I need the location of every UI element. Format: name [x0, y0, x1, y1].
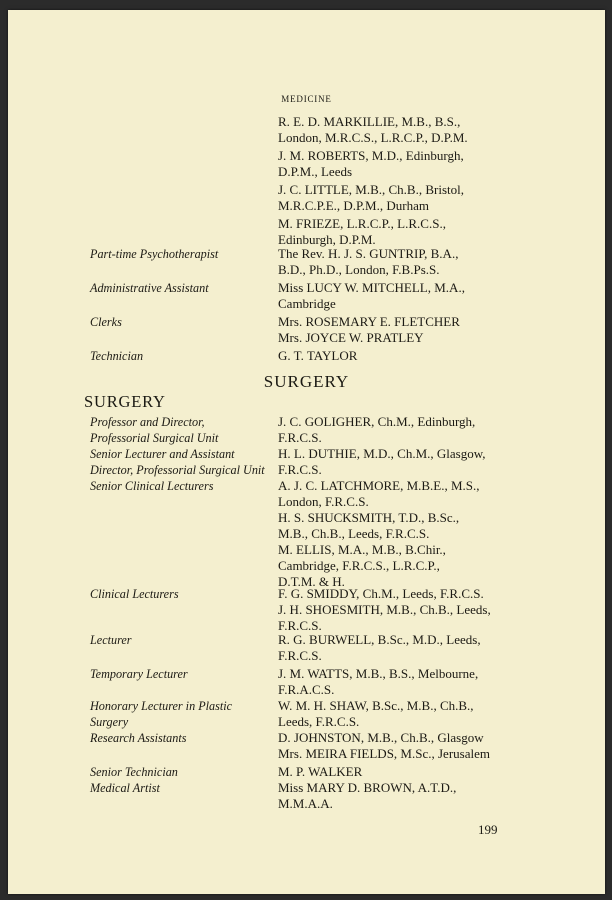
staff-entry-shucksmith: H. S. SHUCKSMITH, T.D., B.Sc., M.B., Ch.B., Leeds, F.R.C.S.: [278, 510, 460, 541]
staff-entry-walker: M. P. WALKER: [278, 764, 363, 779]
staff-entry-research-assistants: D. JOHNSTON, M.B., Ch.B., Glasgow Mrs. MEIRA FIELDS, M.Sc., Jerusalem: [278, 730, 490, 761]
role-label-psychotherapist: Part-time Psychotherapist: [90, 247, 219, 261]
role-label-clinical-lecturers: Clinical Lecturers: [90, 587, 179, 601]
staff-entry-mitchell: Miss LUCY W. MITCHELL, M.A., Cambridge: [278, 280, 465, 311]
role-label-temporary-lecturer: Temporary Lecturer: [90, 667, 188, 681]
staff-entry-brown: Miss MARY D. BROWN, A.T.D., M.M.A.A.: [278, 780, 457, 811]
staff-entry-duthie: H. L. DUTHIE, M.D., Ch.M., Glasgow, F.R.C.S.: [278, 446, 486, 477]
role-label-senior-clinical-lecturers: Senior Clinical Lecturers: [90, 479, 214, 493]
staff-entry-latchmore: A. J. C. LATCHMORE, M.B.E., M.S., London, F.R.C.S.: [278, 478, 480, 509]
role-label-research-assistants: Research Assistants: [90, 731, 187, 745]
staff-entry-shaw: W. M. H. SHAW, B.Sc., M.B., Ch.B., Leeds, F.R.C.S.: [278, 698, 474, 729]
section-heading-center: SURGERY: [263, 372, 350, 391]
role-label-lecturer: Lecturer: [90, 633, 132, 647]
role-label-honorary-lecturer: Honorary Lecturer in Plastic Surgery: [90, 699, 233, 729]
staff-entry-little: J. C. LITTLE, M.B., Ch.B., Bristol, M.R.C.P.E., D.P.M., Durham: [278, 182, 464, 213]
role-label-clerks: Clerks: [90, 315, 122, 329]
staff-entry-taylor: G. T. TAYLOR: [278, 348, 358, 363]
page-number: 199: [478, 822, 498, 837]
staff-entry-markillie: R. E. D. MARKILLIE, M.B., B.S., London, M.R.C.S., L.R.C.P., D.P.M.: [278, 114, 468, 145]
role-label-senior-technician: Senior Technician: [90, 765, 178, 779]
role-label-admin-assistant: Administrative Assistant: [90, 281, 209, 295]
staff-entry-goligher: J. C. GOLIGHER, Ch.M., Edinburgh, F.R.C.S.: [278, 414, 476, 445]
role-label-professor: Professor and Director, Professorial Surgical Unit: [90, 415, 219, 445]
staff-entry-clerks: Mrs. ROSEMARY E. FLETCHER Mrs. JOYCE W. PRATLEY: [278, 314, 460, 345]
staff-entry-ellis: M. ELLIS, M.A., M.B., B.Chir., Cambridge, F.R.C.S., L.R.C.P., D.T.M. & H.: [278, 542, 446, 589]
running-head: MEDICINE: [281, 94, 332, 104]
section-heading-left: SURGERY: [84, 392, 166, 411]
staff-entry-burwell: R. G. BURWELL, B.Sc., M.D., Leeds, F.R.C.S.: [278, 632, 481, 663]
document-page: [8, 10, 605, 894]
role-label-senior-lecturer: Senior Lecturer and Assistant Director, Professorial Surgical Unit: [90, 447, 265, 477]
staff-entry-roberts: J. M. ROBERTS, M.D., Edinburgh, D.P.M., Leeds: [278, 148, 464, 179]
staff-entry-frieze: M. FRIEZE, L.R.C.P., L.R.C.S., Edinburgh, D.P.M.: [278, 216, 446, 247]
staff-entry-shoesmith: J. H. SHOESMITH, M.B., Ch.B., Leeds, F.R.C.S.: [278, 602, 491, 633]
staff-entry-watts: J. M. WATTS, M.B., B.S., Melbourne, F.R.A.C.S.: [278, 666, 479, 697]
staff-entry-guntrip: The Rev. H. J. S. GUNTRIP, B.A., B.D., Ph.D., London, F.B.Ps.S.: [278, 246, 459, 277]
staff-entry-smiddy: F. G. SMIDDY, Ch.M., Leeds, F.R.C.S.: [278, 586, 484, 601]
role-label-medical-artist: Medical Artist: [90, 781, 160, 795]
role-label-technician: Technician: [90, 349, 144, 363]
